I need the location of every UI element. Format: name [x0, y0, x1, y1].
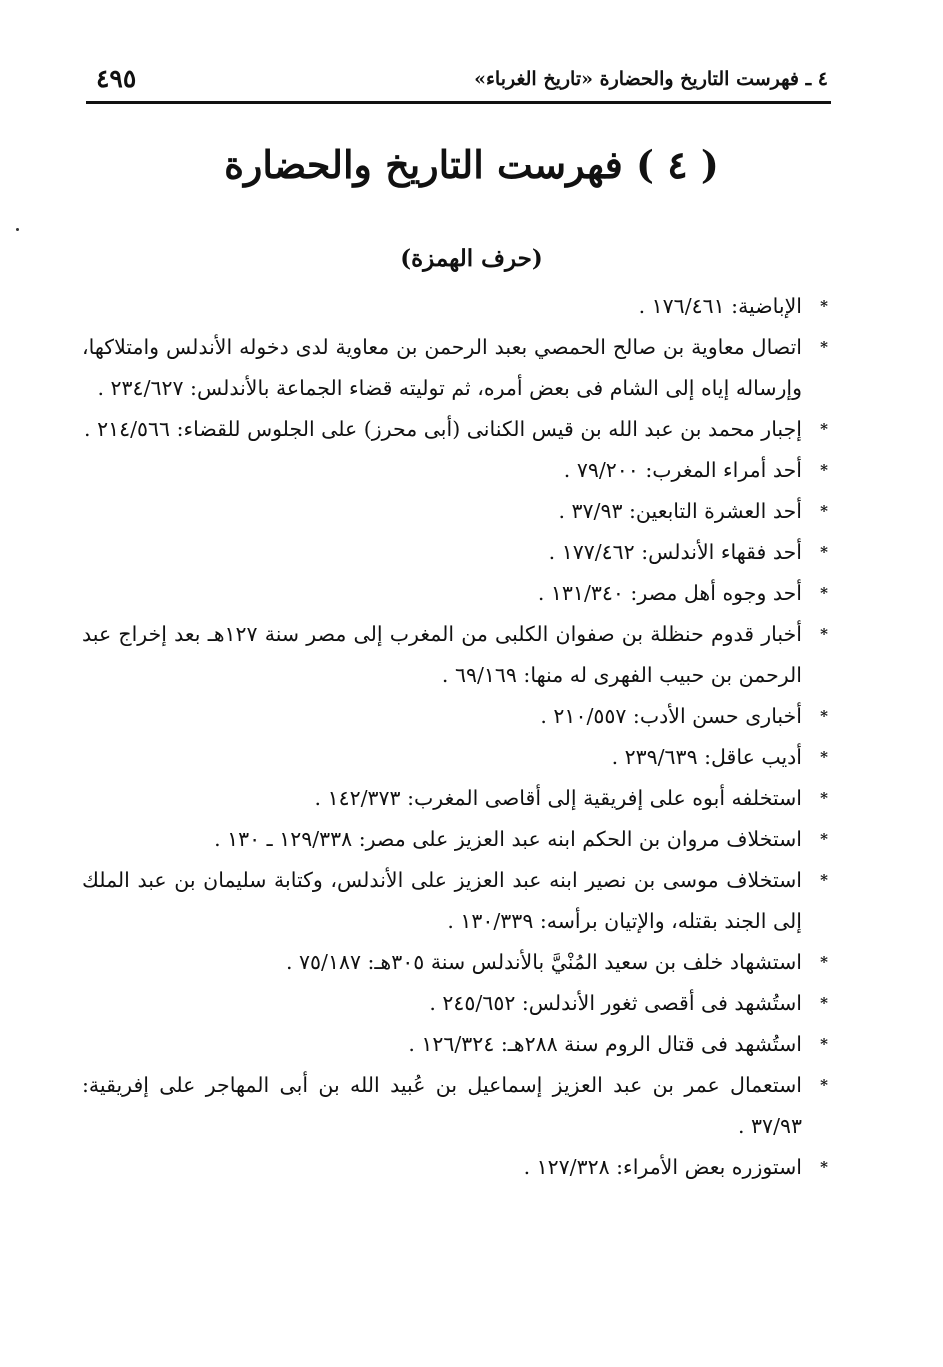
- index-entry: [82, 450, 828, 491]
- entry-text: أخبار قدوم حنظلة بن صفوان الكلبى من المغرب إلى مصر سنة ١٢٧هـ بعد إخراج عبد الرحمن بن حبيب الفهرى له منها: ٦٩/١٦٩ .: [82, 622, 802, 687]
- bullet-star-icon: *: [820, 625, 828, 643]
- entry-text: أحد وجوه أهل مصر: ١٣١/٣٤٠ .: [537, 581, 802, 605]
- index-entry: [82, 1147, 828, 1188]
- index-entry: [82, 409, 828, 450]
- header-rule: [86, 101, 831, 104]
- entry-text: أديب عاقل: ٢٣٩/٦٣٩ .: [611, 745, 802, 769]
- bullet-star-icon: *: [820, 994, 828, 1012]
- entry-text: استخلاف مروان بن الحكم ابنه عبد العزيز على مصر: ١٢٩/٣٣٨ ـ ١٣٠ .: [214, 827, 802, 851]
- index-entry: [82, 983, 828, 1024]
- bullet-star-icon: *: [820, 1035, 828, 1053]
- bullet-star-icon: *: [820, 1076, 828, 1094]
- index-entry: [82, 778, 828, 819]
- index-entry: [82, 819, 828, 860]
- bullet-star-icon: *: [820, 830, 828, 848]
- entry-text: استشهاد خلف بن سعيد المُنْيَّ بالأندلس سنة ٣٠٥هـ: ٧٥/١٨٧ .: [285, 950, 802, 974]
- index-entry: [82, 573, 828, 614]
- index-entry: [82, 286, 828, 327]
- entry-text: الإباضية: ١٧٦/٤٦١ .: [638, 294, 802, 318]
- entry-text: استُشهد فى قتال الروم سنة ٢٨٨هـ: ١٢٦/٣٢٤ .: [408, 1032, 802, 1056]
- index-title: ( ٤ ) فهرست التاريخ والحضارة: [224, 142, 719, 187]
- bullet-star-icon: *: [820, 707, 828, 725]
- entry-text: استخلاف موسى بن نصير ابنه عبد العزيز على الأندلس، وكتابة سليمان بن عبد الملك إلى الجند بقتله، والإتيان برأسه: ١٣٠/٣٣٩ .: [82, 868, 802, 933]
- index-entry: [82, 1024, 828, 1065]
- bullet-star-icon: *: [820, 297, 828, 315]
- page-header: [88, 64, 828, 98]
- entry-text: استُشهد فى أقصى ثغور الأندلس: ٢٤٥/٦٥٢ .: [429, 991, 802, 1015]
- index-entry: [82, 737, 828, 778]
- index-entries: [82, 286, 828, 1188]
- index-entry: [82, 942, 828, 983]
- entry-text: أحد العشرة التابعين: ٣٧/٩٣ .: [558, 499, 802, 523]
- bullet-star-icon: *: [820, 338, 828, 356]
- entry-text: استعمال عمر بن عبد العزيز إسماعيل بن عُبيد الله بن أبى المهاجر على إفريقية: ٣٧/٩٣ .: [82, 1073, 802, 1138]
- index-entry: [82, 860, 828, 942]
- scan-speck: [16, 228, 19, 231]
- bullet-star-icon: *: [820, 748, 828, 766]
- entry-text: إجبار محمد بن عبد الله بن قيس الكنانى (أبى محرز) على الجلوس للقضاء: ٢١٤/٥٦٦ .: [84, 417, 802, 441]
- index-entry: [82, 696, 828, 737]
- bullet-star-icon: *: [820, 953, 828, 971]
- bullet-star-icon: *: [820, 789, 828, 807]
- bullet-star-icon: *: [820, 461, 828, 479]
- index-entry: [82, 532, 828, 573]
- page-number: ٤٩٥: [96, 64, 137, 93]
- bullet-star-icon: *: [820, 871, 828, 889]
- entry-text: اتصال معاوية بن صالح الحمصي بعبد الرحمن بن معاوية لدى دخوله الأندلس وامتلاكها، وإرساله إياه إلى الشام فى بعض أمره، ثم توليته قضاء الجماعة بالأندلس: ٢٣٤/٦٢٧ .: [82, 335, 802, 400]
- index-entry: [82, 327, 828, 409]
- bullet-star-icon: *: [820, 502, 828, 520]
- index-entry: [82, 491, 828, 532]
- index-entry: [82, 1065, 828, 1147]
- entry-text: استخلفه أبوه على إفريقية إلى أقاصى المغرب: ١٤٢/٣٧٣ .: [314, 786, 802, 810]
- section-title: (حرف الهمزة): [400, 245, 543, 272]
- entry-text: أخبارى حسن الأدب: ٢١٠/٥٥٧ .: [540, 704, 802, 728]
- entry-text: أحد أمراء المغرب: ٧٩/٢٠٠ .: [563, 458, 802, 482]
- running-header-title: ٤ ـ فهرست التاريخ والحضارة «تاريخ الغرباء»: [474, 68, 828, 90]
- bullet-star-icon: *: [820, 420, 828, 438]
- bullet-star-icon: *: [820, 543, 828, 561]
- entry-text: أحد فقهاء الأندلس: ١٧٧/٤٦٢ .: [548, 540, 802, 564]
- bullet-star-icon: *: [820, 584, 828, 602]
- bullet-star-icon: *: [820, 1158, 828, 1176]
- index-entry: [82, 614, 828, 696]
- entry-text: استوزره بعض الأمراء: ١٢٧/٣٢٨ .: [523, 1155, 802, 1179]
